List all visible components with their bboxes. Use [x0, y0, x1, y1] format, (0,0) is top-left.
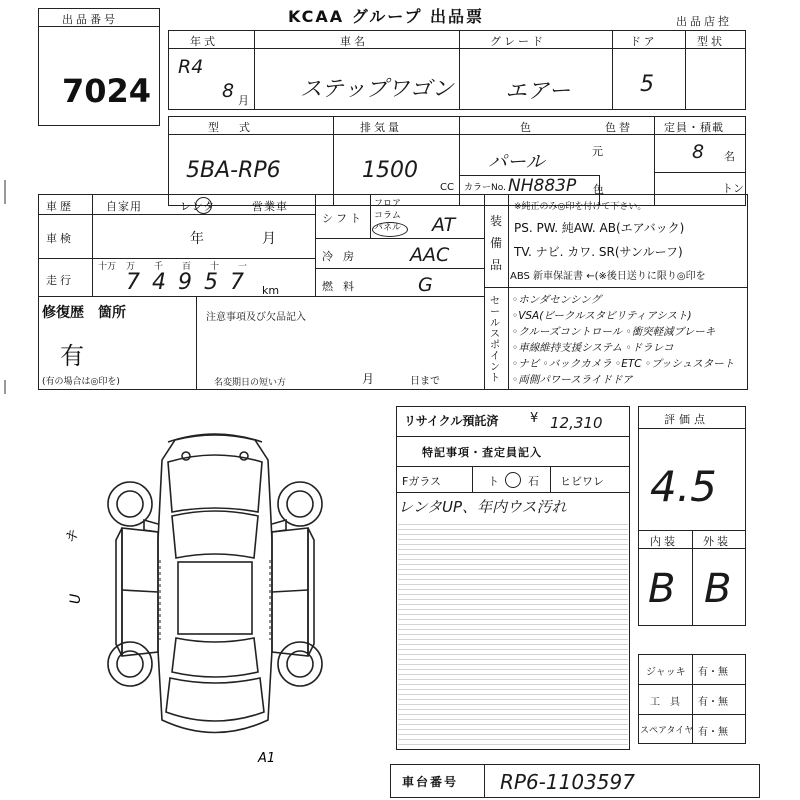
ac-value: AAC	[410, 244, 450, 266]
equipment-line3: ABS 新車保証書 ←(※後日送りに限り◎印を	[510, 271, 706, 282]
ac-label: 冷房	[322, 250, 364, 263]
sales-point: ◦VSA(ビークルスタビリティアシスト)	[512, 310, 692, 322]
shift-option: フロア	[374, 199, 402, 209]
displacement-value: 1500	[362, 158, 418, 183]
glass-crack: ヒビワレ	[560, 475, 604, 488]
private-label: 自家用	[106, 200, 142, 213]
tools-yn: 有・無	[698, 697, 728, 708]
scan-edge-mark	[4, 380, 6, 394]
glass-tobi: ト	[488, 475, 499, 488]
mileage-digit: 9	[178, 270, 192, 295]
shift-option: コラム	[374, 211, 401, 221]
rental-label: レンタ	[180, 200, 216, 213]
digit-unit: 千	[154, 262, 164, 272]
fuel-value: G	[418, 274, 433, 296]
car-windshield	[172, 511, 258, 558]
divider	[472, 466, 473, 492]
door-split-right	[272, 590, 308, 592]
divider	[692, 530, 693, 626]
scan-edge-mark	[4, 180, 6, 204]
rating-score: 4.5	[650, 462, 717, 511]
mileage-digit: 7	[126, 270, 140, 295]
equipment-line1: PS. PW. 純AW. AB(エアバック)	[514, 221, 685, 235]
divider	[333, 116, 334, 206]
color-change-label: 色替	[605, 121, 633, 134]
side-left-outer	[116, 528, 122, 656]
divider	[370, 194, 371, 238]
glass-circle	[505, 472, 521, 488]
car-hood	[168, 455, 262, 512]
digit-unit: 万	[126, 262, 136, 272]
shift-option: パネル	[374, 223, 402, 233]
mileage-digit: 7	[230, 270, 244, 295]
mark-bottom: A1	[258, 751, 276, 766]
equipment-note: ※純正のみ◎印を付けて下さい。	[514, 202, 647, 212]
commercial-label: 営業車	[252, 200, 288, 213]
recycle-label: リサイクル預託済	[404, 414, 499, 428]
divider	[612, 30, 613, 110]
model-value: 5BA-RP6	[186, 158, 281, 183]
jack-label: ジャッキ	[646, 667, 686, 678]
reg-history-label: 車歴	[46, 200, 74, 213]
divider	[484, 194, 485, 390]
divider	[396, 466, 630, 467]
tools-label: 工具	[650, 697, 690, 708]
rating-label: 評価点	[664, 413, 709, 426]
divider	[638, 428, 746, 429]
spare-yn: 有・無	[698, 727, 728, 738]
month-value: 8	[222, 80, 235, 102]
equipment-line2: TV. ナビ. カワ. SR(サンルーフ)	[514, 245, 683, 259]
fuel-label: 燃料	[322, 280, 364, 293]
mileage-unit: km	[262, 284, 280, 297]
inspection-month-unit: 月	[262, 231, 279, 247]
chassis-label: 車台番号	[402, 775, 459, 789]
car-name-label: 車名	[340, 35, 368, 48]
displacement-label: 排気量	[360, 121, 402, 134]
load-unit: トン	[722, 182, 744, 195]
divider	[38, 214, 315, 215]
divider	[396, 436, 630, 437]
wheel-front-left-inner	[117, 491, 143, 517]
divider	[508, 194, 509, 390]
glass-stone: 石	[528, 475, 539, 488]
divider	[38, 296, 484, 297]
displacement-unit: CC	[440, 182, 454, 193]
repair-value: 有	[60, 342, 84, 370]
divider	[196, 296, 197, 390]
divider	[396, 492, 630, 493]
chassis-value: RP6-1103597	[500, 770, 635, 794]
shift-label: シフト	[322, 212, 364, 225]
lot-number: 7024	[62, 72, 152, 110]
divider	[484, 287, 748, 288]
divider	[459, 30, 460, 110]
side-right-outer	[308, 528, 314, 656]
interior-label: 内装	[650, 535, 678, 548]
repair-note: (有の場合は◎印を)	[42, 377, 120, 387]
mark-left-mid: U	[68, 593, 84, 604]
sales-point: ◦ホンダセンシング	[512, 294, 602, 306]
divider	[685, 30, 686, 110]
car-roof	[178, 562, 252, 634]
digit-unit: 十	[210, 262, 220, 272]
glass-label: Fガラス	[402, 475, 441, 488]
wheel-rear-left	[108, 642, 152, 686]
vehicle-diagram	[60, 420, 390, 780]
year-label: 年式	[190, 35, 218, 48]
color-suffix: 色	[593, 183, 604, 196]
digit-unit: 一	[238, 262, 248, 272]
inspection-year-unit: 年	[190, 231, 207, 247]
repair-label: 修復歴 箇所	[42, 305, 126, 321]
exterior-label: 外装	[703, 535, 731, 548]
capacity-label: 定員・積載	[664, 121, 724, 134]
capacity-unit: 名	[724, 150, 735, 163]
mirror-left	[144, 520, 158, 532]
deadline-month: 月	[362, 372, 375, 386]
divider	[315, 238, 484, 239]
mileage-digit: 4	[152, 270, 166, 295]
car-rear-glass	[172, 638, 258, 677]
notes-hatch	[398, 520, 628, 748]
grade-label: グレード	[490, 35, 546, 48]
color-no-value: NH883P	[508, 176, 577, 196]
store-copy-label: 出品店控	[676, 15, 732, 28]
color-label: 色	[520, 121, 534, 134]
color-original-label: 元	[592, 145, 603, 158]
mark-left-top: キ	[62, 527, 83, 547]
car-name-value: ステップワゴン	[300, 77, 454, 102]
mileage-digit: 5	[204, 270, 218, 295]
inspector-note: レンタUP、年内ウス汚れ	[398, 498, 567, 516]
divider	[254, 30, 255, 110]
digit-unit: 十万	[98, 262, 117, 272]
wheel-front-left	[108, 482, 152, 526]
car-trunk	[166, 678, 264, 721]
door-split-left	[122, 590, 158, 592]
headlamp-left	[182, 452, 190, 460]
color-value: パール	[488, 151, 545, 173]
color-no-label: カラーNo.	[464, 183, 506, 193]
sales-point: ◦ナビ ◦バックカメラ ◦ETC ◦プッシュスタート	[512, 358, 735, 370]
inspection-label: 車検	[46, 232, 74, 245]
divider	[654, 172, 746, 173]
notes-label: 特記事項・査定員記入	[422, 446, 542, 459]
panel-circle	[372, 222, 408, 237]
deadline-label: 名変期日の短い方	[214, 378, 287, 388]
sales-point: ◦両側パワースライドドア	[512, 374, 633, 386]
month-unit: 月	[238, 94, 249, 107]
spare-label: スペアタイヤ	[640, 726, 694, 736]
year-value: R4	[178, 56, 204, 78]
car-body-outline	[158, 435, 272, 733]
lot-label: 出品番号	[62, 13, 118, 26]
model-label: 型式	[208, 121, 270, 134]
shape-label: 型状	[697, 35, 725, 48]
equipment-label: 装備品	[490, 214, 503, 272]
headlamp-right	[240, 452, 248, 460]
wheel-front-right-inner	[287, 491, 313, 517]
mirror-right	[272, 520, 286, 532]
divider	[459, 116, 460, 206]
form-title: KCAA グループ 出品票	[288, 7, 485, 26]
capacity-value: 8	[692, 141, 705, 163]
jack-yn: 有・無	[698, 667, 728, 678]
mileage-label: 走行	[46, 274, 74, 287]
wheel-rear-right	[278, 642, 322, 686]
rental-circle	[195, 197, 212, 214]
divider	[315, 268, 484, 269]
wheel-front-right	[278, 482, 322, 526]
doors-label: ドア	[630, 35, 658, 48]
sales-points-list	[512, 292, 734, 388]
sales-point: ◦クルーズコントロール ◦衝突軽減ブレーキ	[512, 326, 716, 338]
doors-value: 5	[640, 72, 654, 97]
interior-value: B	[648, 566, 676, 612]
exterior-value: B	[704, 566, 732, 612]
shift-value: AT	[432, 214, 456, 236]
grade-value: エアー	[505, 79, 571, 104]
recycle-amount: 12,310	[550, 414, 603, 432]
divider	[315, 194, 316, 296]
deadline-day: 日まで	[410, 376, 440, 387]
mileage-digits	[126, 270, 256, 295]
sales-points-label: セールスポイント	[490, 296, 500, 384]
digit-unit: 百	[182, 262, 192, 272]
recycle-currency: ¥	[530, 411, 539, 426]
divider	[654, 116, 655, 206]
divider	[484, 764, 485, 798]
sales-point: ◦車線維持支援システム ◦ドラレコ	[512, 342, 674, 354]
divider	[550, 466, 551, 492]
divider	[92, 194, 93, 296]
caution-label: 注意事項及び欠品記入	[206, 312, 306, 323]
